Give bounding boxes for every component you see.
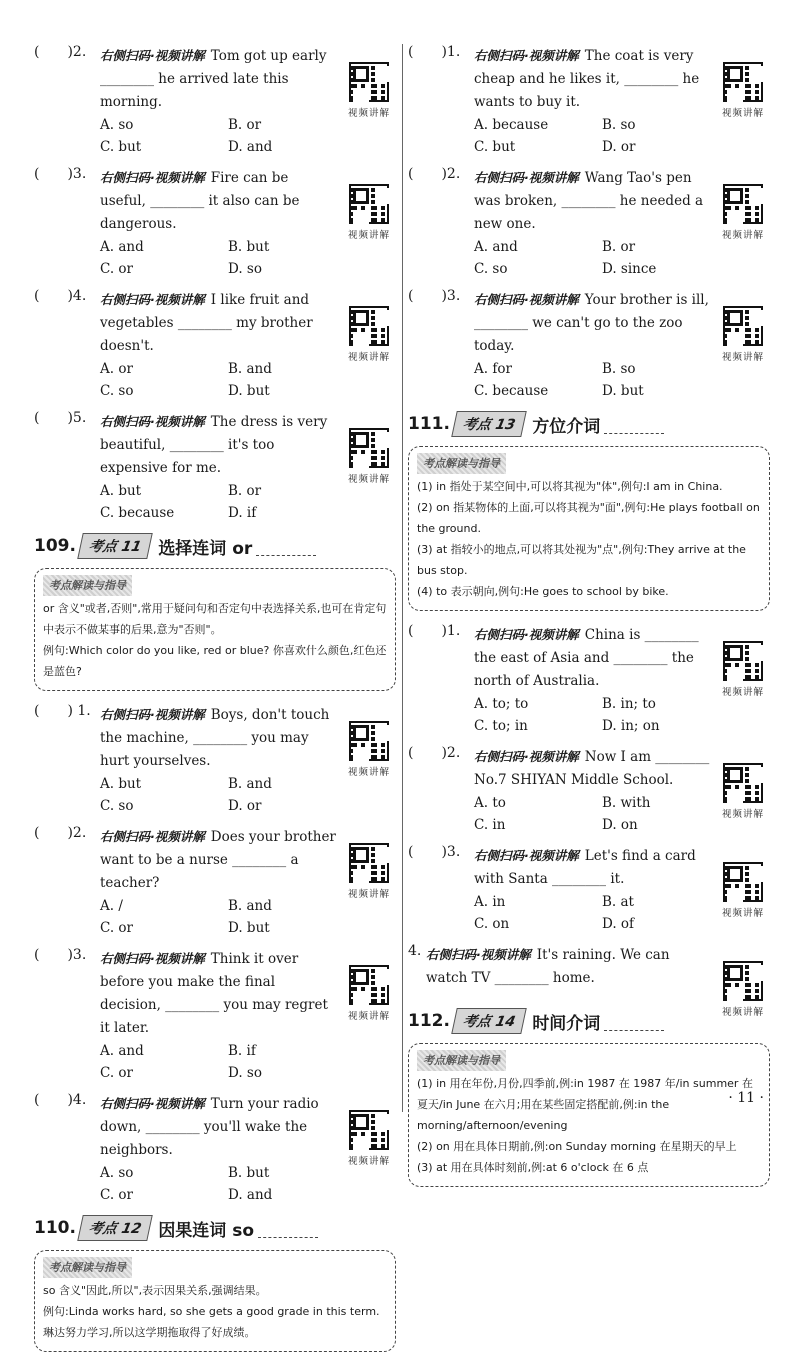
answer-bracket[interactable]: ( )3. <box>408 844 461 860</box>
question-number: )4. <box>67 1092 87 1108</box>
option[interactable]: A. in <box>474 894 506 910</box>
box-line: or 含义"或者,否则",常用于疑问句和否定句中表选择关系,也可在肯定句中表示不做某事的后果,意为"否则"。 <box>43 602 387 636</box>
option[interactable]: A. for <box>474 361 512 377</box>
question-stem <box>100 44 338 114</box>
option[interactable]: A. and <box>474 239 518 255</box>
section-header <box>408 410 770 438</box>
question <box>34 166 396 280</box>
option[interactable]: D. of <box>602 916 635 932</box>
box-tag: 考点解读与指导 <box>417 453 506 474</box>
option[interactable]: B. so <box>602 361 636 377</box>
scan-hint: 右侧扫码·视频讲解 <box>474 48 579 63</box>
answer-bracket[interactable]: ( )2. <box>34 44 87 60</box>
box-line: (1) in 用在年份,月份,四季前,例:in 1987 在 1987 年/in summer 在夏天/in June 在六月;用在某些固定搭配前,例:in the morning/afternoon/evening <box>417 1077 753 1132</box>
question <box>34 703 396 817</box>
section-title: 方位介词 <box>532 416 601 437</box>
option[interactable]: B. in; to <box>602 696 656 712</box>
box-tag: 考点解读与指导 <box>43 1257 132 1278</box>
qr-caption: 视频讲解 <box>347 767 390 778</box>
option[interactable]: D. and <box>228 1187 273 1203</box>
option[interactable]: A. or <box>100 361 133 377</box>
options <box>474 358 712 402</box>
option[interactable]: A. to <box>474 795 506 811</box>
option[interactable]: B. but <box>228 1165 270 1181</box>
option[interactable]: C. so <box>474 261 508 277</box>
section-title: 选择连词 or <box>158 538 253 559</box>
question-text: Your brother is ill, ________ we can't go to the zoo today. <box>474 292 709 354</box>
divider-line <box>604 433 664 434</box>
box-line: (1) in 指处于某空间中,可以将其视为"体",例句:I am in China. <box>417 480 723 493</box>
qr-code[interactable] <box>718 184 768 241</box>
section-number: 110. <box>34 1218 76 1238</box>
option[interactable]: D. but <box>602 383 644 399</box>
scan-hint: 右侧扫码·视频讲解 <box>100 414 205 429</box>
option[interactable]: C. because <box>474 383 549 399</box>
option[interactable]: D. but <box>228 920 270 936</box>
question-number: )1. <box>441 623 461 639</box>
question-stem <box>100 947 338 1040</box>
qr-caption: 视频讲解 <box>721 687 764 698</box>
question-text: The dress is very beautiful, ________ it's too expensive for me. <box>100 414 328 476</box>
answer-bracket[interactable]: ( )3. <box>34 947 87 963</box>
qr-caption: 视频讲解 <box>347 1156 390 1167</box>
qr-caption: 视频讲解 <box>347 230 390 241</box>
options <box>474 891 712 935</box>
qr-caption: 视频讲解 <box>721 108 764 119</box>
qr-code[interactable] <box>718 306 768 363</box>
option[interactable]: D. on <box>602 817 638 833</box>
option[interactable]: B. but <box>228 239 270 255</box>
option[interactable]: A. / <box>100 898 123 914</box>
option[interactable]: B. or <box>228 483 262 499</box>
question-text: Fire can be useful, ________ it also can be dangerous. <box>100 170 300 232</box>
question <box>408 623 770 737</box>
question-stem <box>474 745 712 792</box>
qr-caption: 视频讲解 <box>347 108 390 119</box>
option[interactable]: B. and <box>228 776 272 792</box>
qr-code-icon <box>349 843 389 883</box>
box-line: (3) at 指较小的地点,可以将其处视为"点",例句:They arrive at the bus stop. <box>417 543 746 577</box>
box-line: so 含义"因此,所以",表示因果关系,强调结果。 <box>43 1284 267 1297</box>
qr-caption: 视频讲解 <box>721 908 764 919</box>
question <box>34 44 396 158</box>
section-header <box>408 1007 770 1035</box>
question-stem <box>100 1092 338 1162</box>
question-number: )4. <box>67 288 87 304</box>
question-text: Wang Tao's pen was broken, ________ he needed a new one. <box>474 170 704 232</box>
answer-bracket[interactable]: ( )2. <box>408 745 461 761</box>
options <box>474 236 712 280</box>
question-number: )1. <box>441 44 461 60</box>
option[interactable]: D. so <box>228 1065 262 1081</box>
options <box>100 480 338 524</box>
question-stem <box>100 410 338 480</box>
topic-badge: 考点 12 <box>77 1215 153 1241</box>
question-text: Now I am ________ No.7 SHIYAN Middle School. <box>474 749 710 788</box>
question-text: Does your brother want to be a nurse ________ a teacher? <box>100 829 336 891</box>
box-line: (2) on 指某物体的上面,可以将其视为"面",例句:He plays football on the ground. <box>417 501 760 535</box>
section-header <box>34 1214 396 1242</box>
question-stem <box>474 44 712 114</box>
question-stem <box>474 166 712 236</box>
scan-hint: 右侧扫码·视频讲解 <box>474 292 579 307</box>
qr-code-icon <box>349 721 389 761</box>
qr-code-icon <box>349 184 389 224</box>
box-line: (4) to 表示朝向,例句:He goes to school by bike. <box>417 585 669 598</box>
question-stem <box>100 825 338 895</box>
question-stem <box>100 703 338 773</box>
question <box>408 44 770 158</box>
box-tag: 考点解读与指导 <box>43 575 132 596</box>
question <box>408 844 770 935</box>
options <box>100 895 338 939</box>
qr-code-icon <box>723 62 763 102</box>
options <box>100 1040 338 1084</box>
qr-code[interactable] <box>344 721 394 778</box>
question <box>408 745 770 836</box>
question-stem <box>474 288 712 358</box>
answer-bracket[interactable]: ( )4. <box>34 1092 87 1108</box>
option[interactable]: C. to; in <box>474 718 528 734</box>
question <box>34 947 396 1084</box>
qr-code-icon <box>349 428 389 468</box>
question-stem <box>100 288 338 358</box>
scan-hint: 右侧扫码·视频讲解 <box>426 947 531 962</box>
question <box>34 1092 396 1206</box>
option[interactable]: C. so <box>100 798 134 814</box>
options <box>100 1162 338 1206</box>
question-number: )3. <box>441 288 461 304</box>
option[interactable]: C. but <box>100 139 142 155</box>
question <box>34 410 396 524</box>
question-text: Think it over before you make the final decision, ________ you may regret it later. <box>100 951 328 1036</box>
question-stem <box>100 166 338 236</box>
question <box>408 166 770 280</box>
answer-bracket[interactable]: ( )4. <box>34 288 87 304</box>
scan-hint: 右侧扫码·视频讲解 <box>474 170 579 185</box>
qr-caption: 视频讲解 <box>347 1011 390 1022</box>
option[interactable]: B. or <box>228 117 262 133</box>
scan-hint: 右侧扫码·视频讲解 <box>100 829 205 844</box>
column-divider <box>402 44 403 1112</box>
scan-hint: 右侧扫码·视频讲解 <box>474 749 579 764</box>
option[interactable]: D. since <box>602 261 657 277</box>
qr-code[interactable] <box>718 862 768 919</box>
option[interactable]: A. so <box>100 1165 134 1181</box>
option[interactable]: B. with <box>602 795 651 811</box>
qr-code[interactable] <box>344 62 394 119</box>
option[interactable]: D. but <box>228 383 270 399</box>
option[interactable]: B. or <box>602 239 636 255</box>
question-text: Boys, don't touch the machine, ________ you may hurt yourselves. <box>100 707 330 769</box>
qr-code-icon <box>723 184 763 224</box>
qr-code[interactable] <box>344 1110 394 1167</box>
qr-caption: 视频讲解 <box>347 474 390 485</box>
qr-code-icon <box>723 641 763 681</box>
question <box>34 288 396 402</box>
scan-hint: 右侧扫码·视频讲解 <box>100 170 205 185</box>
qr-code-icon <box>349 306 389 346</box>
box-tag: 考点解读与指导 <box>417 1050 506 1071</box>
scan-hint: 右侧扫码·视频讲解 <box>100 292 205 307</box>
option[interactable]: C. on <box>474 916 510 932</box>
answer-bracket[interactable]: ( )1. <box>408 623 461 639</box>
section-number: 109. <box>34 536 76 556</box>
options <box>474 693 712 737</box>
qr-code-icon <box>349 1110 389 1150</box>
option[interactable]: A. and <box>100 1043 144 1059</box>
option[interactable]: B. at <box>602 894 634 910</box>
qr-code-icon <box>723 306 763 346</box>
question-stem <box>474 623 712 693</box>
options <box>100 773 338 817</box>
qr-code[interactable] <box>718 961 768 1018</box>
option[interactable]: A. to; to <box>474 696 529 712</box>
question <box>408 288 770 402</box>
option[interactable]: A. but <box>100 483 142 499</box>
option[interactable]: D. in; on <box>602 718 660 734</box>
option[interactable]: C. because <box>100 505 175 521</box>
right-column <box>408 44 770 1199</box>
topic-badge: 考点 13 <box>451 411 527 437</box>
option[interactable]: D. if <box>228 505 257 521</box>
qr-code[interactable] <box>344 965 394 1022</box>
divider-line <box>256 555 316 556</box>
question-text: Tom got up early ________ he arrived late this morning. <box>100 48 327 110</box>
qr-code-icon <box>349 965 389 1005</box>
box-line: 例句:Linda works hard, so she gets a good grade in this term. 琳达努力学习,所以这学期拖取得了好成绩。 <box>43 1305 380 1339</box>
scan-hint: 右侧扫码·视频讲解 <box>100 951 205 966</box>
option[interactable]: C. or <box>100 261 134 277</box>
option[interactable]: B. so <box>602 117 636 133</box>
qr-code-icon <box>723 961 763 1001</box>
qr-code[interactable] <box>718 62 768 119</box>
question-number: )2. <box>441 745 461 761</box>
scan-hint: 右侧扫码·视频讲解 <box>100 48 205 63</box>
qr-code[interactable] <box>718 763 768 820</box>
question-number: )2. <box>67 44 87 60</box>
topic-badge: 考点 14 <box>451 1008 527 1034</box>
question-text: It's raining. We can watch TV ________ home. <box>426 947 670 986</box>
scan-hint: 右侧扫码·视频讲解 <box>474 848 579 863</box>
qr-code-icon <box>349 62 389 102</box>
question-number: ) 1. <box>67 703 91 719</box>
question-number: )2. <box>441 166 461 182</box>
answer-bracket[interactable]: ( )2. <box>34 825 87 841</box>
question-stem <box>474 844 712 891</box>
section-number: 112. <box>408 1011 450 1031</box>
question-number: )5. <box>67 410 87 426</box>
left-column <box>34 44 396 1364</box>
options <box>474 792 712 836</box>
qr-code[interactable] <box>344 428 394 485</box>
qr-caption: 视频讲解 <box>347 889 390 900</box>
box-line: (3) at 用在具体时刻前,例:at 6 o'clock 在 6 点 <box>417 1161 649 1174</box>
option[interactable]: C. or <box>100 1065 134 1081</box>
answer-bracket[interactable]: ( )3. <box>34 166 87 182</box>
qr-caption: 视频讲解 <box>721 352 764 363</box>
question <box>408 943 770 1018</box>
section-title: 因果连词 so <box>158 1220 255 1241</box>
question <box>34 825 396 939</box>
option[interactable]: C. in <box>474 817 506 833</box>
page-number: · 11 · <box>728 1090 764 1106</box>
option[interactable]: D. so <box>228 261 262 277</box>
explanation-box <box>34 568 396 691</box>
qr-code[interactable] <box>344 184 394 241</box>
question-text: I like fruit and vegetables ________ my brother doesn't. <box>100 292 313 354</box>
section-number: 111. <box>408 414 450 434</box>
option[interactable]: D. or <box>228 798 262 814</box>
qr-caption: 视频讲解 <box>721 230 764 241</box>
qr-caption: 视频讲解 <box>721 1007 764 1018</box>
option[interactable]: A. and <box>100 239 144 255</box>
options <box>100 236 338 280</box>
options <box>100 358 338 402</box>
explanation-box <box>408 446 770 611</box>
scan-hint: 右侧扫码·视频讲解 <box>474 627 579 642</box>
option[interactable]: A. but <box>100 776 142 792</box>
option[interactable]: A. so <box>100 117 134 133</box>
option[interactable]: C. or <box>100 920 134 936</box>
option[interactable]: C. or <box>100 1187 134 1203</box>
answer-bracket[interactable]: ( )3. <box>408 288 461 304</box>
explanation-box <box>408 1043 770 1187</box>
question-number: )2. <box>67 825 87 841</box>
box-line: (2) on 用在具体日期前,例:on Sunday morning 在星期天的早上 <box>417 1140 737 1153</box>
options <box>474 114 712 158</box>
option[interactable]: B. if <box>228 1043 256 1059</box>
question-text: Turn your radio down, ________ you'll wake the neighbors. <box>100 1096 319 1158</box>
qr-code-icon <box>723 763 763 803</box>
question-number: 4. <box>408 943 422 959</box>
option[interactable]: D. or <box>602 139 636 155</box>
option[interactable]: A. because <box>474 117 549 133</box>
qr-code-icon <box>723 862 763 902</box>
answer-bracket[interactable]: ( ) 1. <box>34 703 91 719</box>
answer-bracket[interactable] <box>408 943 472 959</box>
explanation-box <box>34 1250 396 1352</box>
qr-code[interactable] <box>344 843 394 900</box>
option[interactable]: C. but <box>474 139 516 155</box>
option[interactable]: C. so <box>100 383 134 399</box>
answer-bracket[interactable]: ( )1. <box>408 44 461 60</box>
box-line: 例句:Which color do you like, red or blue? 你喜欢什么颜色,红色还是蓝色? <box>43 644 387 678</box>
qr-caption: 视频讲解 <box>347 352 390 363</box>
qr-caption: 视频讲解 <box>721 809 764 820</box>
qr-code[interactable] <box>344 306 394 363</box>
answer-bracket[interactable]: ( )2. <box>408 166 461 182</box>
question-number: )3. <box>67 947 87 963</box>
answer-bracket[interactable]: ( )5. <box>34 410 87 426</box>
question-text: The coat is very cheap and he likes it, ________ he wants to buy it. <box>474 48 700 110</box>
question-number: )3. <box>441 844 461 860</box>
option[interactable]: D. and <box>228 139 273 155</box>
scan-hint: 右侧扫码·视频讲解 <box>100 1096 205 1111</box>
topic-badge: 考点 11 <box>77 533 153 559</box>
divider-line <box>258 1237 318 1238</box>
qr-code[interactable] <box>718 641 768 698</box>
question-text: China is ________ the east of Asia and ________ the north of Australia. <box>474 627 699 689</box>
option[interactable]: B. and <box>228 361 272 377</box>
divider-line <box>604 1030 664 1031</box>
section-title: 时间介词 <box>532 1013 601 1034</box>
section-header <box>34 532 396 560</box>
option[interactable]: B. and <box>228 898 272 914</box>
options <box>100 114 338 158</box>
question-text: Let's find a card with Santa ________ it. <box>474 848 696 887</box>
scan-hint: 右侧扫码·视频讲解 <box>100 707 205 722</box>
question-number: )3. <box>67 166 87 182</box>
